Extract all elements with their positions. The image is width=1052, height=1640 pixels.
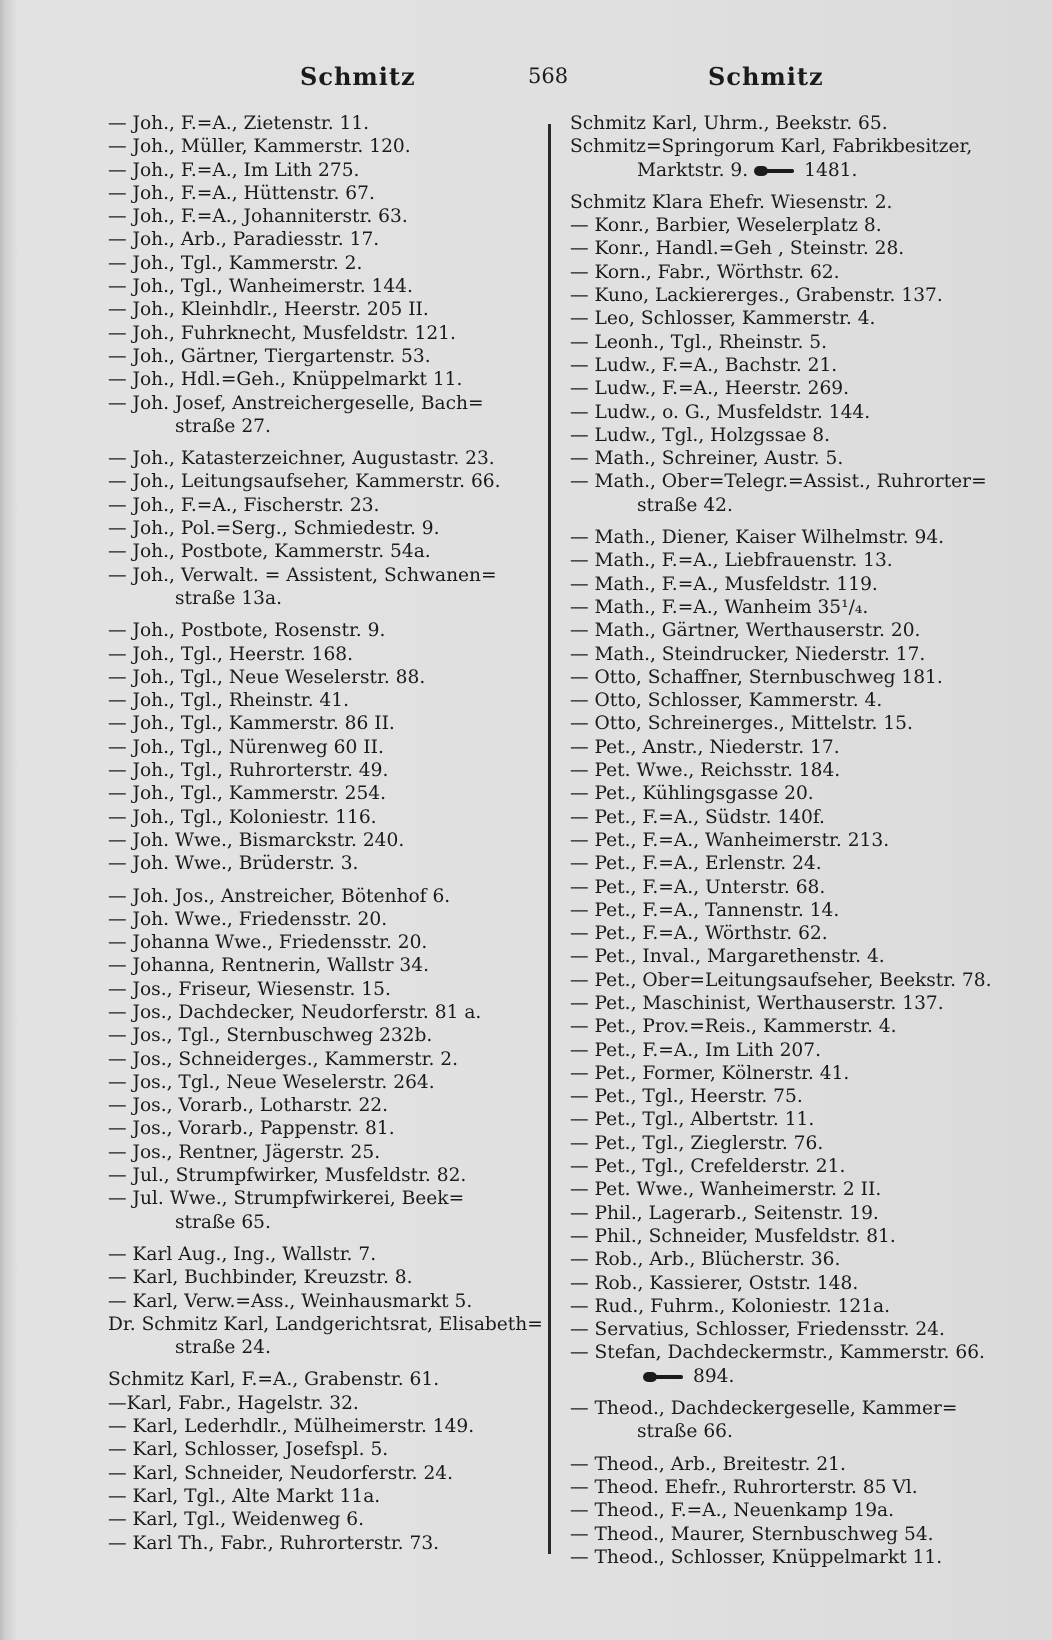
list-item: — Johanna, Rentnerin, Wallstr 34. — [108, 955, 429, 977]
list-item: — Math., F.=A., Wanheim 35¹/₄. — [570, 596, 869, 618]
list-item: — Pet., Prov.=Reis., Kammerstr. 4. — [570, 1016, 897, 1038]
spacer — [108, 1359, 548, 1368]
list-item: — Leo, Schlosser, Kammerstr. 4. — [570, 308, 876, 330]
list-item: — Phil., Schneider, Musfeldstr. 81. — [570, 1225, 896, 1247]
list-item: Schmitz Karl, Uhrm., Beekstr. 65. — [570, 113, 888, 134]
list-item: — Phil., Lagerarb., Seitenstr. 19. — [570, 1202, 879, 1224]
list-item: — Jos., Dachdecker, Neudorferstr. 81 a. — [108, 1001, 482, 1023]
list-item: — Math., F.=A., Musfeldstr. 119. — [570, 573, 878, 595]
list-item: — Theod., F.=A., Neuenkamp 19a. — [570, 1500, 895, 1522]
list-item-continuation: straße 66. — [637, 1421, 733, 1443]
list-item: — Pet., Inval., Margarethenstr. 4. — [570, 946, 885, 968]
list-item: — Konr., Handl.=Geh , Steinstr. 28. — [570, 238, 905, 260]
telephone-icon — [754, 165, 794, 177]
page-number: 568 — [528, 64, 569, 88]
list-item: — Rob., Kassierer, Oststr. 148. — [570, 1272, 859, 1294]
list-item: — Otto, Schreinerges., Mittelstr. 15. — [570, 713, 913, 735]
list-item: — Joh. Jos., Anstreicher, Bötenhof 6. — [108, 885, 451, 907]
list-item: — Pet., Anstr., Niederstr. 17. — [570, 736, 840, 758]
list-item: — Joh. Wwe., Bismarckstr. 240. — [108, 829, 405, 851]
list-item: — Joh., F.=A., Im Lith 275. — [108, 159, 360, 181]
list-item: Schmitz=Springorum Karl, Fabrikbesitzer, — [570, 136, 973, 158]
list-item: — Karl, Lederhdlr., Mülheimerstr. 149. — [108, 1416, 475, 1438]
list-item: — Joh., Hdl.=Geh., Knüppelmarkt 11. — [108, 369, 463, 391]
list-item: — Joh., Kleinhdlr., Heerstr. 205 II. — [108, 299, 429, 321]
list-item: — Joh., Fuhrknecht, Musfeldstr. 121. — [108, 322, 456, 344]
list-item: — Math., Schreiner, Austr. 5. — [570, 448, 844, 470]
list-item: — Konr., Barbier, Weselerplatz 8. — [570, 215, 882, 237]
list-item: — Theod., Dachdeckergeselle, Kammer= — [570, 1398, 958, 1420]
list-item: — Karl Th., Fabr., Ruhrorterstr. 73. — [108, 1532, 440, 1554]
list-item: — Jos., Rentner, Jägerstr. 25. — [108, 1141, 381, 1163]
spacer — [108, 610, 548, 619]
list-item: — Joh., Pol.=Serg., Schmiedestr. 9. — [108, 518, 440, 540]
list-item: — Math., Steindrucker, Niederstr. 17. — [570, 643, 926, 665]
list-item: — Joh., Tgl., Neue Weselerstr. 88. — [108, 666, 426, 688]
list-item: — Pet., Former, Kölnerstr. 41. — [570, 1062, 850, 1084]
list-item: — Joh., Tgl., Ruhrorterstr. 49. — [108, 760, 389, 782]
list-item: — Theod., Arb., Breitestr. 21. — [570, 1453, 846, 1475]
list-item: — Jos., Tgl., Neue Weselerstr. 264. — [108, 1071, 435, 1093]
list-item: — Rob., Arb., Blücherstr. 36. — [570, 1249, 841, 1271]
list-item: — Jos., Tgl., Sternbuschweg 232b. — [108, 1025, 433, 1047]
page-header — [0, 62, 1052, 102]
list-item: — Joh., Leitungsaufseher, Kammerstr. 66. — [108, 471, 501, 493]
list-item: — Pet., Kühlingsgasse 20. — [570, 783, 814, 805]
list-item: — Joh., Arb., Paradiesstr. 17. — [108, 229, 380, 251]
list-item: — Joh., Tgl., Koloniestr. 116. — [108, 806, 377, 828]
list-item: — Pet., F.=A., Erlenstr. 24. — [570, 853, 822, 875]
list-item-continuation: straße 13a. — [175, 587, 282, 609]
list-item: — Ludw., F.=A., Bachstr. 21. — [570, 354, 838, 376]
list-item: — Joh., Tgl., Rheinstr. 41. — [108, 690, 349, 712]
list-item: — Pet., Tgl., Albertstr. 11. — [570, 1109, 815, 1131]
list-item: —Karl, Fabr., Hagelstr. 32. — [108, 1392, 359, 1414]
list-item: — Theod., Schlosser, Knüppelmarkt 11. — [570, 1546, 943, 1568]
spacer — [108, 438, 548, 447]
header-right-title: Schmitz — [708, 62, 824, 91]
phone-number: 1481. — [804, 159, 858, 181]
list-item: — Jos., Schneiderges., Kammerstr. 2. — [108, 1048, 459, 1070]
list-item: — Joh., Gärtner, Tiergartenstr. 53. — [108, 345, 431, 367]
list-item: — Pet., F.=A., Wanheimerstr. 213. — [570, 829, 890, 851]
list-item: — Pet., Ober=Leitungsaufseher, Beekstr. 78. — [570, 969, 992, 991]
spacer — [570, 1388, 1010, 1397]
list-item: — Joh., F.=A., Zietenstr. 11. — [108, 113, 370, 134]
spacer — [570, 1444, 1010, 1453]
list-item: — Pet., Tgl., Heerstr. 75. — [570, 1086, 803, 1108]
list-item: — Stefan, Dachdeckermstr., Kammerstr. 66. — [570, 1342, 985, 1364]
list-item: — Jul. Wwe., Strumpfwirkerei, Beek= — [108, 1188, 465, 1210]
list-item: — Karl, Verw.=Ass., Weinhausmarkt 5. — [108, 1290, 473, 1312]
column-divider — [548, 124, 551, 1554]
list-item: — Math., F.=A., Liebfrauenstr. 13. — [570, 550, 893, 572]
list-item: — Jos., Vorarb., Pappenstr. 81. — [108, 1118, 395, 1140]
list-item: — Leonh., Tgl., Rheinstr. 5. — [570, 331, 828, 353]
list-item: — Jos., Friseur, Wiesenstr. 15. — [108, 978, 391, 1000]
phone-number: 894. — [693, 1365, 735, 1387]
list-item: — Pet., F.=A., Unterstr. 68. — [570, 876, 826, 898]
list-item: — Otto, Schaffner, Sternbuschweg 181. — [570, 666, 943, 688]
list-item: — Otto, Schlosser, Kammerstr. 4. — [570, 690, 883, 712]
spacer — [108, 876, 548, 885]
list-item: — Theod. Ehefr., Ruhrorterstr. 85 Vl. — [570, 1476, 918, 1498]
list-item: — Pet., Tgl., Crefelderstr. 21. — [570, 1156, 846, 1178]
list-item: — Pet., F.=A., Im Lith 207. — [570, 1039, 821, 1061]
list-item: — Joh., Verwalt. = Assistent, Schwanen= — [108, 564, 497, 586]
list-item: — Theod., Maurer, Sternbuschweg 54. — [570, 1523, 934, 1545]
list-item: — Karl, Buchbinder, Kreuzstr. 8. — [108, 1267, 413, 1289]
list-item: — Rud., Fuhrm., Koloniestr. 121a. — [570, 1295, 891, 1317]
list-item: — Joh., Tgl., Wanheimerstr. 144. — [108, 276, 413, 298]
list-item: — Karl, Schneider, Neudorferstr. 24. — [108, 1462, 454, 1484]
list-item: — Joh., Müller, Kammerstr. 120. — [108, 136, 411, 158]
list-item: — Pet., F.=A., Südstr. 140f. — [570, 806, 825, 828]
list-item: — Joh. Wwe., Friedensstr. 20. — [108, 908, 388, 930]
list-item: — Joh., Tgl., Kammerstr. 86 II. — [108, 713, 395, 735]
spacer — [570, 182, 1010, 191]
list-item: — Pet., Tgl., Zieglerstr. 76. — [570, 1132, 824, 1154]
list-item: — Jul., Strumpfwirker, Musfeldstr. 82. — [108, 1165, 467, 1187]
list-item: — Joh., F.=A., Fischerstr. 23. — [108, 494, 380, 516]
list-item: — Joh., Tgl., Heerstr. 168. — [108, 643, 354, 665]
list-item: — Joh. Wwe., Brüderstr. 3. — [108, 853, 359, 875]
list-item: Schmitz Karl, F.=A., Grabenstr. 61. — [108, 1369, 440, 1391]
list-item: — Joh., Tgl., Nürenweg 60 II. — [108, 736, 384, 758]
list-item: — Karl, Tgl., Alte Markt 11a. — [108, 1485, 381, 1507]
list-item: — Joh., F.=A., Johanniterstr. 63. — [108, 206, 408, 228]
list-item: — Servatius, Schlosser, Friedensstr. 24. — [570, 1319, 945, 1341]
address-text: Marktstr. 9. — [637, 159, 749, 181]
list-item: — Joh., Tgl., Kammerstr. 2. — [108, 252, 363, 274]
list-item: — Johanna Wwe., Friedensstr. 20. — [108, 932, 428, 954]
list-item: — Joh., Postbote, Rosenstr. 9. — [108, 620, 386, 642]
list-item: — Joh., Tgl., Kammerstr. 254. — [108, 783, 387, 805]
right-column — [570, 112, 1010, 1569]
left-column — [108, 112, 548, 1555]
list-item: — Jos., Vorarb., Lotharstr. 22. — [108, 1095, 389, 1117]
list-item: — Math., Diener, Kaiser Wilhelmstr. 94. — [570, 527, 945, 549]
header-left-title: Schmitz — [300, 62, 416, 91]
list-item: — Karl, Tgl., Weidenweg 6. — [108, 1509, 365, 1531]
spacer — [570, 517, 1010, 526]
list-item: — Math., Ober=Telegr.=Assist., Ruhrorter= — [570, 471, 987, 493]
telephone-icon — [643, 1371, 683, 1383]
list-item-continuation: straße 27. — [175, 415, 271, 437]
list-item: — Math., Gärtner, Werthauserstr. 20. — [570, 620, 921, 642]
list-item: — Pet. Wwe., Wanheimerstr. 2 II. — [570, 1179, 882, 1201]
list-item: — Joh., Katasterzeichner, Augustastr. 23. — [108, 448, 495, 470]
list-item: Dr. Schmitz Karl, Landgerichtsrat, Elisabeth= — [108, 1313, 543, 1335]
list-item: — Karl, Schlosser, Josefspl. 5. — [108, 1439, 389, 1461]
list-item: — Ludw., F.=A., Heerstr. 269. — [570, 378, 850, 400]
list-item: — Ludw., Tgl., Holzgssae 8. — [570, 424, 831, 446]
list-item: — Kuno, Lackiererges., Grabenstr. 137. — [570, 285, 943, 307]
list-item-continuation — [570, 159, 1010, 182]
list-item: — Pet., F.=A., Tannenstr. 14. — [570, 899, 840, 921]
list-item: — Pet. Wwe., Reichsstr. 184. — [570, 760, 841, 782]
list-item: — Ludw., o. G., Musfeldstr. 144. — [570, 401, 871, 423]
list-item-continuation — [570, 1365, 1010, 1388]
list-item: — Pet., F.=A., Wörthstr. 62. — [570, 923, 828, 945]
list-item-continuation: straße 65. — [175, 1211, 271, 1233]
list-item: — Joh., Postbote, Kammerstr. 54a. — [108, 541, 431, 563]
list-item: — Joh., F.=A., Hüttenstr. 67. — [108, 182, 375, 204]
list-item: Schmitz Klara Ehefr. Wiesenstr. 2. — [570, 191, 893, 213]
list-item: — Pet., Maschinist, Werthauserstr. 137. — [570, 992, 944, 1014]
list-item: — Karl Aug., Ing., Wallstr. 7. — [108, 1243, 377, 1265]
list-item-continuation: straße 42. — [637, 494, 733, 516]
list-item: — Joh. Josef, Anstreichergeselle, Bach= — [108, 392, 484, 414]
list-item-continuation: straße 24. — [175, 1337, 271, 1359]
list-item: — Korn., Fabr., Wörthstr. 62. — [570, 261, 840, 283]
spacer — [108, 1234, 548, 1243]
